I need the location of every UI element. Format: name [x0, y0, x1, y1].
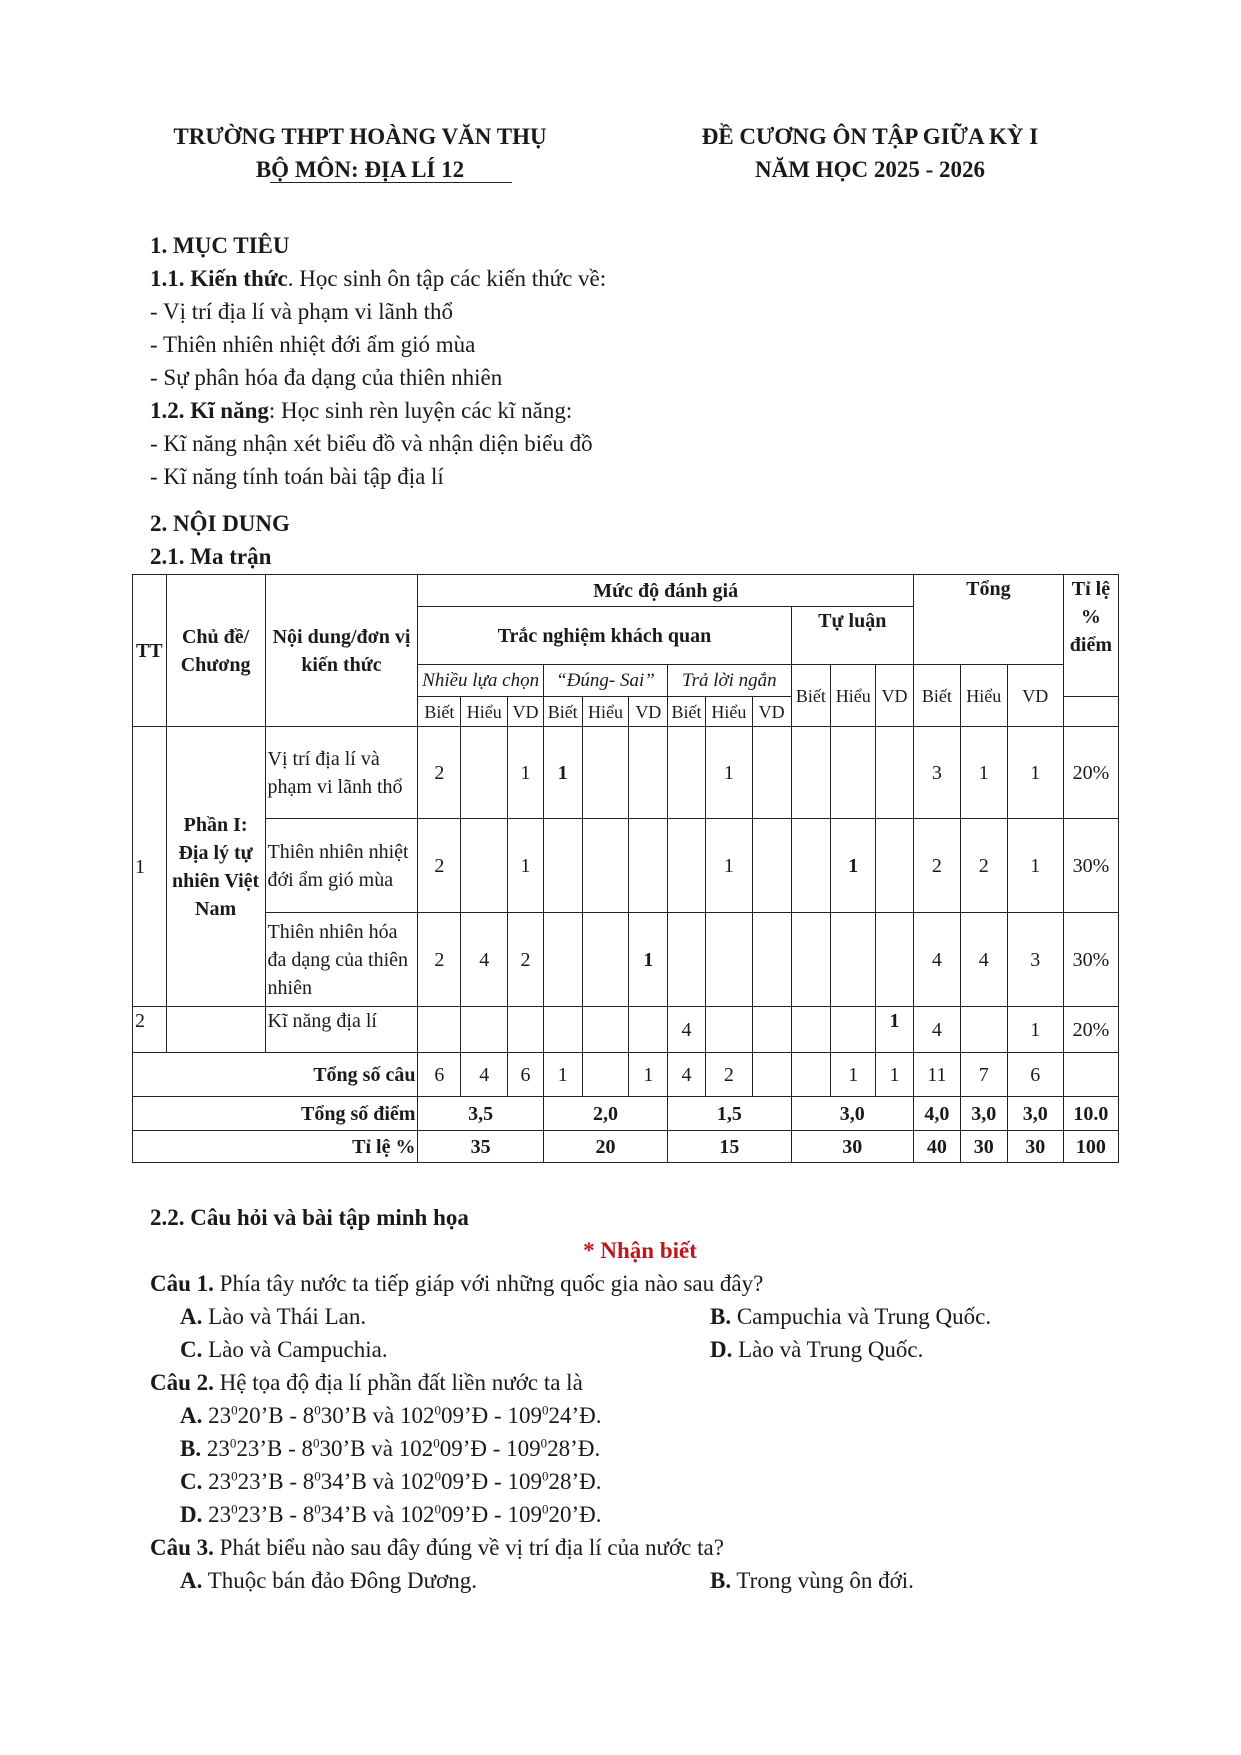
- question-label: Câu 1.: [150, 1271, 214, 1296]
- ratio-cell: 30: [960, 1131, 1007, 1163]
- count-cell: 1: [1007, 1007, 1063, 1053]
- count-cell: 3: [1007, 913, 1063, 1007]
- document-title: ĐỀ CƯƠNG ÔN TẬP GIỮA KỲ I: [701, 124, 1039, 149]
- score-cell: 3,0: [1007, 1097, 1063, 1131]
- count-cell: 1: [1007, 727, 1063, 819]
- option-text: Lào và Campuchia.: [202, 1337, 388, 1362]
- count-cell: 1: [543, 727, 582, 819]
- matrix-title: 2.1. Ma trận: [150, 544, 272, 569]
- count-cell: [543, 1007, 582, 1053]
- total-cell: [752, 1053, 791, 1097]
- score-cell: 10.0: [1063, 1097, 1118, 1131]
- level-header: Biết: [543, 697, 582, 727]
- total-cell: 6: [418, 1053, 461, 1097]
- count-cell: [582, 1007, 629, 1053]
- count-cell: [876, 727, 914, 819]
- option-label: D.: [180, 1502, 203, 1527]
- section-objectives: [150, 229, 1130, 493]
- count-cell: [461, 819, 508, 913]
- ratio-cell: 35: [418, 1131, 543, 1163]
- degree-sign: 0: [313, 1435, 320, 1451]
- count-cell: 4: [461, 913, 508, 1007]
- total-cell: 1: [629, 1053, 668, 1097]
- count-cell: 2: [418, 913, 461, 1007]
- knowledge-item: - Sự phân hóa đa dạng của thiên nhiên: [150, 365, 503, 390]
- count-cell: 1: [508, 727, 544, 819]
- count-cell: 4: [913, 1007, 960, 1053]
- score-cell: 4,0: [913, 1097, 960, 1131]
- level-header: Biết: [913, 665, 960, 727]
- count-cell: 2: [960, 819, 1007, 913]
- header-ratio: Tỉ lệ % điểm: [1063, 575, 1118, 697]
- skill-text: : Học sinh rèn luyện các kĩ năng:: [268, 398, 573, 423]
- empty-cell: [1063, 697, 1118, 727]
- header-topic: Chủ đề/ Chương: [166, 575, 265, 727]
- degree-sign: 0: [434, 1468, 442, 1484]
- total-cell: 2: [705, 1053, 752, 1097]
- level-header: Hiểu: [960, 665, 1007, 727]
- percent-cell: 20%: [1063, 1007, 1118, 1053]
- count-cell: [582, 727, 629, 819]
- topic-cell: Kĩ năng địa lí: [265, 1007, 418, 1053]
- option-label: A.: [180, 1568, 203, 1593]
- option-label: B.: [180, 1436, 202, 1461]
- count-cell: 1: [960, 727, 1007, 819]
- header-multiple-choice: Nhiều lựa chọn: [418, 665, 543, 697]
- count-cell: [582, 819, 629, 913]
- count-cell: [876, 819, 914, 913]
- coord-part: 09’Đ - 109: [441, 1502, 542, 1527]
- count-cell: [418, 1007, 461, 1053]
- option-label: C.: [180, 1337, 203, 1362]
- header-short-answer: Trả lời ngắn: [668, 665, 791, 697]
- score-cell: 3,0: [791, 1097, 913, 1131]
- document-header: [640, 120, 1100, 186]
- answer-a: [180, 1564, 477, 1597]
- ratio-cell: 30: [791, 1131, 913, 1163]
- knowledge-item: - Vị trí địa lí và phạm vi lãnh thổ: [150, 299, 453, 324]
- degree-sign: 0: [434, 1501, 442, 1517]
- count-cell: [543, 913, 582, 1007]
- count-cell: 1: [1007, 819, 1063, 913]
- table-row: [133, 1131, 1119, 1163]
- count-cell: [629, 1007, 668, 1053]
- count-cell: 2: [418, 819, 461, 913]
- count-cell: [668, 913, 706, 1007]
- school-year: NĂM HỌC 2025 - 2026: [755, 157, 985, 182]
- ratio-cell: 20: [543, 1131, 667, 1163]
- coord-part: 30’B và 102: [320, 1403, 435, 1428]
- degree-sign: 0: [541, 1468, 549, 1484]
- total-cell: [791, 1053, 831, 1097]
- count-cell: [831, 1007, 876, 1053]
- option-text: Campuchia và Trung Quốc.: [731, 1304, 992, 1329]
- count-cell: 1: [629, 913, 668, 1007]
- answer-row: [150, 1333, 1130, 1366]
- level-header: Biết: [791, 665, 831, 727]
- count-cell: 1: [508, 819, 544, 913]
- option-text: Trong vùng ôn đới.: [731, 1568, 914, 1593]
- count-cell: [543, 819, 582, 913]
- ratio-cell: 40: [913, 1131, 960, 1163]
- score-cell: 3,0: [960, 1097, 1007, 1131]
- answer-row: [150, 1564, 1130, 1597]
- answer-b: [710, 1564, 914, 1597]
- count-cell: [668, 727, 706, 819]
- level-header: Hiểu: [705, 697, 752, 727]
- coord-part: 23’B - 8: [236, 1436, 314, 1461]
- count-cell: [831, 913, 876, 1007]
- score-cell: 1,5: [668, 1097, 791, 1131]
- count-cell: [705, 1007, 752, 1053]
- option-label: B.: [710, 1568, 732, 1593]
- percent-cell: 30%: [1063, 913, 1118, 1007]
- skill-line: [150, 394, 1130, 427]
- coord-part: 34’B và 102: [320, 1502, 435, 1527]
- degree-sign: 0: [314, 1402, 321, 1418]
- degree-sign: 0: [541, 1402, 549, 1418]
- level-heading: * Nhận biết: [583, 1238, 697, 1263]
- percent-cell: 20%: [1063, 727, 1118, 819]
- answer-b: [150, 1432, 1130, 1465]
- question-1: [150, 1267, 1130, 1300]
- count-cell: 4: [913, 913, 960, 1007]
- questions-title: 2.2. Câu hỏi và bài tập minh họa: [150, 1205, 469, 1230]
- coord-part: 23’B - 8: [237, 1469, 315, 1494]
- degree-sign: 0: [231, 1468, 238, 1484]
- option-text: Lào và Trung Quốc.: [732, 1337, 924, 1362]
- percent-cell: 30%: [1063, 819, 1118, 913]
- question-3: [150, 1531, 1130, 1564]
- score-cell: 2,0: [543, 1097, 667, 1131]
- count-cell: [752, 819, 791, 913]
- degree-sign: 0: [231, 1501, 238, 1517]
- question-text: Hệ tọa độ địa lí phần đất liền nước ta là: [213, 1370, 583, 1395]
- ratio-cell: 100: [1063, 1131, 1118, 1163]
- table-row: [133, 1053, 1119, 1097]
- question-text: Phía tây nước ta tiếp giáp với những quốc gia nào sau đây?: [213, 1271, 764, 1296]
- level-header: VD: [752, 697, 791, 727]
- count-cell: [508, 1007, 544, 1053]
- count-cell: [629, 727, 668, 819]
- count-cell: 2: [418, 727, 461, 819]
- coord-part: 28’Đ.: [547, 1436, 601, 1461]
- level-header: VD: [629, 697, 668, 727]
- level-header: VD: [1007, 665, 1063, 727]
- coord-part: 23: [202, 1469, 232, 1494]
- header-tt: TT: [133, 575, 167, 727]
- coord-part: 34’B và 102: [320, 1469, 435, 1494]
- questions-section: [150, 1201, 1130, 1597]
- coord-part: 09’Đ - 109: [441, 1469, 542, 1494]
- count-cell: 3: [913, 727, 960, 819]
- knowledge-label: 1.1. Kiến thức: [150, 266, 288, 291]
- question-text: Phát biểu nào sau đây đúng về vị trí địa lí của nước ta?: [213, 1535, 724, 1560]
- degree-sign: 0: [314, 1501, 321, 1517]
- option-text: Thuộc bán đảo Đông Dương.: [202, 1568, 477, 1593]
- count-cell: [461, 727, 508, 819]
- total-cell: 6: [1007, 1053, 1063, 1097]
- option-label: B.: [710, 1304, 732, 1329]
- count-cell: [960, 1007, 1007, 1053]
- total-cell: 6: [508, 1053, 544, 1097]
- coord-part: 09’Đ - 109: [439, 1436, 541, 1461]
- question-label: Câu 2.: [150, 1370, 214, 1395]
- total-cell: 4: [668, 1053, 706, 1097]
- degree-sign: 0: [540, 1435, 548, 1451]
- count-cell: [461, 1007, 508, 1053]
- total-cell: 1: [543, 1053, 582, 1097]
- count-cell: [876, 913, 914, 1007]
- count-cell: 1: [876, 1007, 914, 1053]
- count-cell: 4: [960, 913, 1007, 1007]
- empty-cell: [166, 1007, 265, 1053]
- total-cell: 11: [913, 1053, 960, 1097]
- count-cell: [629, 819, 668, 913]
- option-label: C.: [180, 1469, 203, 1494]
- table-row: [133, 1097, 1119, 1131]
- level-header: VD: [876, 665, 914, 727]
- coord-part: 20’Đ.: [548, 1502, 602, 1527]
- coord-part: 20’B - 8: [237, 1403, 315, 1428]
- option-label: D.: [710, 1337, 733, 1362]
- answer-d: [710, 1333, 923, 1366]
- degree-sign: 0: [434, 1402, 442, 1418]
- knowledge-line: [150, 262, 1130, 295]
- option-label: A.: [180, 1304, 203, 1329]
- header-objective: Trắc nghiệm khách quan: [418, 607, 791, 665]
- count-cell: [791, 913, 831, 1007]
- topic-cell: Thiên nhiên nhiệt đới ẩm gió mùa: [265, 819, 418, 913]
- total-cell: 7: [960, 1053, 1007, 1097]
- answer-c: [180, 1333, 388, 1366]
- ratio-cell: 30: [1007, 1131, 1063, 1163]
- header-underline: [270, 182, 512, 183]
- total-cell: 4: [461, 1053, 508, 1097]
- table-row: [133, 1007, 1119, 1053]
- answer-a: [150, 1399, 1130, 1432]
- answer-c: [150, 1465, 1130, 1498]
- knowledge-item: - Thiên nhiên nhiệt đới ẩm gió mùa: [150, 332, 476, 357]
- coord-part: 09’Đ - 109: [441, 1403, 542, 1428]
- ratio-label: Tỉ lệ %: [133, 1131, 418, 1163]
- count-cell: 1: [705, 819, 752, 913]
- degree-sign: 0: [314, 1468, 321, 1484]
- answer-row: [150, 1300, 1130, 1333]
- count-cell: [752, 727, 791, 819]
- school-header: [140, 120, 580, 186]
- coord-part: 23: [202, 1502, 232, 1527]
- count-cell: [791, 819, 831, 913]
- degree-sign: 0: [433, 1435, 440, 1451]
- count-cell: [791, 1007, 831, 1053]
- department-name: BỘ MÔN: ĐỊA LÍ 12: [255, 157, 465, 182]
- header-level: Mức độ đánh giá: [418, 575, 914, 607]
- count-cell: [582, 913, 629, 1007]
- section-content: [150, 507, 1130, 573]
- table-row: [133, 727, 1119, 819]
- degree-sign: 0: [541, 1501, 549, 1517]
- count-cell: 1: [705, 727, 752, 819]
- header-true-false: “Đúng- Sai”: [543, 665, 667, 697]
- part-name: Phần I: Địa lý tự nhiên Việt Nam: [166, 727, 265, 1007]
- skill-item: - Kĩ năng nhận xét biểu đồ và nhận diện biểu đồ: [150, 431, 593, 456]
- count-cell: 2: [913, 819, 960, 913]
- count-cell: [831, 727, 876, 819]
- assessment-matrix-table: [132, 574, 1119, 1163]
- skill-item: - Kĩ năng tính toán bài tập địa lí: [150, 464, 444, 489]
- coord-part: 23: [201, 1436, 230, 1461]
- count-cell: [752, 1007, 791, 1053]
- coord-part: 23: [202, 1403, 232, 1428]
- degree-sign: 0: [231, 1402, 238, 1418]
- section-title: 1. MỤC TIÊU: [150, 233, 290, 258]
- header-essay: Tự luận: [791, 607, 913, 665]
- level-header: Biết: [418, 697, 461, 727]
- count-cell: [705, 913, 752, 1007]
- ratio-cell: 15: [668, 1131, 791, 1163]
- total-questions-label: Tổng số câu: [133, 1053, 418, 1097]
- level-header: Biết: [668, 697, 706, 727]
- part-number: 1: [133, 727, 167, 1007]
- topic-cell: Vị trí địa lí và phạm vi lãnh thổ: [265, 727, 418, 819]
- coord-part: 24’Đ.: [548, 1403, 602, 1428]
- count-cell: [752, 913, 791, 1007]
- total-cell: [1063, 1053, 1118, 1097]
- total-cell: 1: [876, 1053, 914, 1097]
- answer-a: [180, 1300, 366, 1333]
- level-header: Hiểu: [831, 665, 876, 727]
- section-title: 2. NỘI DUNG: [150, 511, 290, 536]
- score-cell: 3,5: [418, 1097, 543, 1131]
- table-row: [133, 575, 1119, 607]
- topic-cell: Thiên nhiên hóa đa dạng của thiên nhiên: [265, 913, 418, 1007]
- level-header: Hiểu: [582, 697, 629, 727]
- total-cell: [582, 1053, 629, 1097]
- answer-b: [710, 1300, 991, 1333]
- header-content: Nội dung/đơn vị kiến thức: [265, 575, 418, 727]
- knowledge-text: . Học sinh ôn tập các kiến thức về:: [287, 266, 607, 291]
- part-number: 2: [133, 1007, 167, 1053]
- question-2: [150, 1366, 1130, 1399]
- table-row: [133, 913, 1119, 1007]
- level-header: Hiểu: [461, 697, 508, 727]
- total-cell: 1: [831, 1053, 876, 1097]
- header-total: Tổng: [913, 575, 1063, 665]
- count-cell: 4: [668, 1007, 706, 1053]
- count-cell: 2: [508, 913, 544, 1007]
- degree-sign: 0: [229, 1435, 237, 1451]
- answer-d: [150, 1498, 1130, 1531]
- school-name: TRƯỜNG THPT HOÀNG VĂN THỤ: [173, 124, 547, 149]
- coord-part: 28’Đ.: [548, 1469, 602, 1494]
- total-score-label: Tổng số điểm: [133, 1097, 418, 1131]
- option-label: A.: [180, 1403, 203, 1428]
- option-text: Lào và Thái Lan.: [202, 1304, 367, 1329]
- table-row: [133, 819, 1119, 913]
- coord-part: 30’B và 102: [319, 1436, 434, 1461]
- level-header: VD: [508, 697, 544, 727]
- coord-part: 23’B - 8: [237, 1502, 315, 1527]
- question-label: Câu 3.: [150, 1535, 214, 1560]
- count-cell: [668, 819, 706, 913]
- count-cell: 1: [831, 819, 876, 913]
- count-cell: [791, 727, 831, 819]
- skill-label: 1.2. Kĩ năng: [150, 398, 269, 423]
